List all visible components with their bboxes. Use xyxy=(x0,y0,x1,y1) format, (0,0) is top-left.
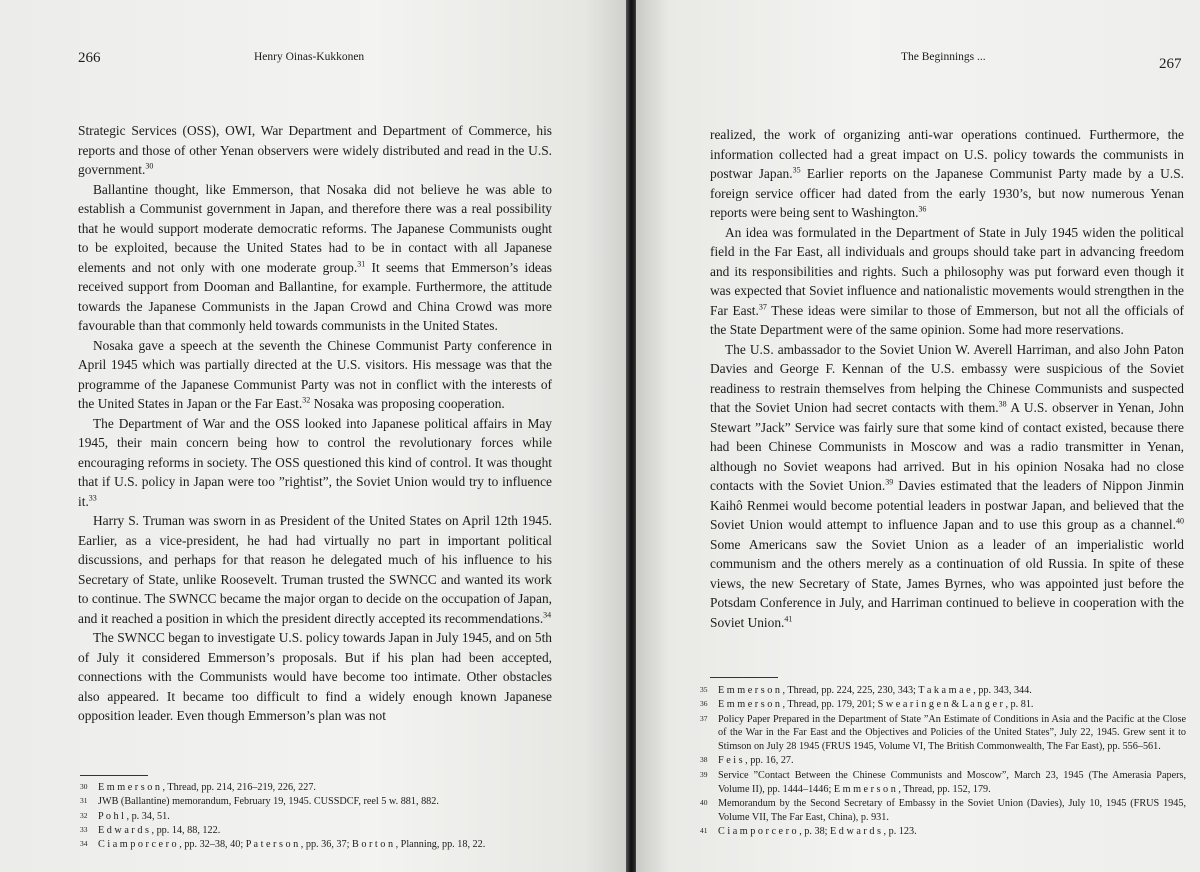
paragraph-text: Harry S. Truman was sworn in as President of the United States on April 12th 1945. Earlier, as a vice-president, he had had virtually no part in important political discussions, and perhaps for that reason he delegated much of his influence to his Secretary of State, unlike Roosevelt. Truman trusted the SWNCC and wanted its work to continue. The SWNCC became the major organ to decide on the occupation of Japan, and it reached a position in which the president directly accepted its recommendations. xyxy=(78,513,552,626)
paragraph-text: Nosaka was proposing cooperation. xyxy=(310,396,505,411)
footnote-rule xyxy=(710,677,778,678)
footnote-number: 34 xyxy=(80,839,88,849)
paragraph xyxy=(710,223,1184,340)
paragraph-text: Nosaka gave a speech at the seventh the Chinese Communist Party conference in April 1945 which was partially directed at the U.S. visitors. His message was that the programme of the Japanese Communist Party was not in conflict with the interests of the United States in Japan or the Far East. xyxy=(78,337,552,411)
footnote-text: E m m e r s o n , Thread, pp. 224, 225, 230, 343; T a k a m a e , pp. 343, 344. xyxy=(718,685,1032,696)
paragraph-text: Strategic Services (OSS), OWI, War Department and Department of Commerce, his reports and those of other Yenan observers were widely distributed and read in the U.S. government. xyxy=(78,123,552,177)
right-page xyxy=(636,0,1200,872)
body-text xyxy=(710,125,1184,632)
footnote-text: E d w a r d s , pp. 14, 88, 122. xyxy=(98,824,221,836)
footnote-ref[interactable]: 35 xyxy=(792,165,801,175)
paragraph-text: The U.S. ambassador to the Soviet Union W. Averell Harriman, and also John Paton Davies and George F. Kennan of the U.S. embassy were suspicious of the Soviet readiness to restrain themselves from helping the Chinese Communists and suspected that the Soviet Union had secret contacts with them. xyxy=(710,341,1184,415)
paragraph-text: The SWNCC began to investigate U.S. policy towards Japan in July 1945, and on 5th of July it considered Emmerson’s proposals. But if his plan had been accepted, connections with the Communists would have become too intimate. Other obstacles also appeared. It became too difficult to find a widely enough known Japanese opposition leader. Even though Emmerson’s plan was not xyxy=(78,630,552,723)
footnote xyxy=(80,781,554,795)
paragraph xyxy=(78,414,552,512)
footnote-number: 32 xyxy=(80,810,88,820)
footnote-number: 31 xyxy=(80,796,88,806)
footnote-ref[interactable]: 33 xyxy=(88,493,97,503)
footnote xyxy=(700,797,1186,825)
page-number: 266 xyxy=(78,50,101,66)
footnote-number: 30 xyxy=(80,782,88,791)
footnote xyxy=(700,754,1186,768)
footnote-text: Memorandum by the Second Secretary of Embassy in the Soviet Union (Davies), July 10, 1945 (FRUS 1945, Volume VII, The Far East, China), p. 931. xyxy=(718,797,1186,823)
footnote-number: 36 xyxy=(700,699,708,709)
footnote-ref[interactable]: 36 xyxy=(918,204,927,214)
footnote-number: 33 xyxy=(80,824,88,834)
footnote xyxy=(80,838,554,852)
footnote-text: Policy Paper Prepared in the Department of State ”An Estimate of Conditions in Asia and the Pacific at the Close of the War in the Far East and the Objectives and Policies of the United States”, July 22, 1945. Grew sent it to Stimson on July 28 1945 (FRUS 1945, Volume VI, The British Commonwealth, The Far East), pp. 556–561. xyxy=(718,713,1186,753)
paragraph-text: These ideas were similar to those of Emmerson, but not all the officials of the State Department were of the same opinion. Some had more reservations. xyxy=(710,302,1184,337)
footnote-number: 35 xyxy=(700,685,708,694)
paragraph xyxy=(78,511,552,628)
footnote-ref[interactable]: 39 xyxy=(885,477,894,487)
footnote-ref[interactable]: 41 xyxy=(784,614,793,624)
paragraph xyxy=(710,340,1184,633)
body-text xyxy=(78,121,552,726)
paragraph-text: An idea was formulated in the Department of State in July 1945 widen the political field in the Far East, all individuals and groups should take part in advancing freedom and its responsibilities and rights. Such a philosophy was put forward even though it was expected that Soviet influence and nationalistic movements would strengthen in the Far East. xyxy=(710,224,1184,318)
footnote-text: P o h l , p. 34, 51. xyxy=(98,810,170,822)
paragraph xyxy=(78,121,552,180)
footnotes xyxy=(80,781,554,852)
paragraph-text: A U.S. observer in Yenan, John Stewart ”Jack” Service was fairly sure that some kind of contact existed, because there had been Chinese Communists in Moscow and was a radio transmitter in Yenan, although no Soviet weapons had arrived. But in his opinion Nosaka had no close contacts with the Soviet Union. xyxy=(710,400,1184,493)
footnote xyxy=(700,698,1186,712)
footnote xyxy=(700,713,1186,754)
paragraph xyxy=(78,180,552,336)
paragraph-text: Some Americans saw the Soviet Union as a leader of an imperialistic world communism and the others merely as a continuation of old Russia. In spite of these views, the new Secretary of State, James Byrnes, who was appointed just before the Potsdam Conference in July, and Harriman continued to believe in cooperation with the Soviet Union. xyxy=(710,536,1184,630)
footnotes xyxy=(700,684,1186,839)
page-number: 267 xyxy=(1159,56,1182,72)
footnote-ref[interactable]: 34 xyxy=(543,610,552,620)
paragraph-text: The Department of War and the OSS looked into Japanese political affairs in May 1945, their main concern being how to control the revolutionary forces while encouraging reforms in society. The OSS questioned this kind of control. It was thought that if U.S. policy in Japan were too ”rightist”, the Soviet Union would try to influence it. xyxy=(78,415,552,509)
footnote-text: F e i s , pp. 16, 27. xyxy=(718,755,794,767)
footnote xyxy=(80,795,554,809)
paragraph xyxy=(78,628,552,726)
paragraph-text: It seems that Emmerson’s ideas received support from Dooman and Ballantine, for example. Furthermore, the attitude towards the Japanese Communists in the Japan Crowd and China Crowd was more favourable than that commonly held towards communists in the United States. xyxy=(78,259,552,333)
footnote xyxy=(80,810,554,824)
footnote-ref[interactable]: 40 xyxy=(1176,516,1184,526)
footnote-ref[interactable]: 37 xyxy=(758,302,767,312)
footnote-ref[interactable]: 30 xyxy=(145,161,154,171)
paragraph-text: realized, the work of organizing anti-war operations continued. Furthermore, the information collected had a great impact on U.S. policy towards the communists in postwar Japan. xyxy=(710,127,1184,181)
paragraph-text: Earlier reports on the Japanese Communist Party made by a U.S. foreign service officer had dated from the early 1930’s, but now numerous Yenan reports were being sent to Washington. xyxy=(710,166,1184,220)
paragraph-text: Davies estimated that the leaders of Nippon Jinmin Kaihô Renmei would become potential leaders in postwar Japan, and believed that the Soviet Union would attempt to influence Japan and to use this group as a channel. xyxy=(710,478,1185,532)
footnote-ref[interactable]: 31 xyxy=(357,259,366,269)
footnote-ref[interactable]: 32 xyxy=(302,395,311,405)
paragraph xyxy=(710,125,1184,223)
footnote xyxy=(700,769,1186,797)
footnote xyxy=(700,825,1186,839)
footnote-text: C i a m p o r c e r o , p. 38; E d w a r d s , p. 123. xyxy=(718,825,917,837)
paragraph xyxy=(78,336,552,414)
footnote-number: 37 xyxy=(700,713,708,723)
footnote-ref[interactable]: 38 xyxy=(998,399,1007,409)
footnote-number: 39 xyxy=(700,769,708,779)
footnote-number: 40 xyxy=(700,797,708,807)
footnote xyxy=(80,824,554,838)
footnote-text: E m m e r s o n , Thread, pp. 179, 201; S w e a r i n g e n & L a n g e r , p. 81. xyxy=(718,699,1034,711)
footnote-text: E m m e r s o n , Thread, pp. 214, 216–219, 226, 227. xyxy=(98,782,316,793)
footnote-number: 41 xyxy=(700,825,708,835)
paragraph-text: Ballantine thought, like Emmerson, that Nosaka did not believe he was able to establish a Communist government in Japan, and therefore there was a real possibility that he would support moderate democratic reforms. The Japanese Communists ought to be exploited, because the United States had to be in contact with all Japanese elements and not only with one moderate group. xyxy=(78,181,552,275)
footnote-text: JWB (Ballantine) memorandum, February 19, 1945. CUSSDCF, reel 5 w. 881, 882. xyxy=(98,796,439,808)
footnote-rule xyxy=(80,775,148,776)
footnote-number: 38 xyxy=(700,755,708,765)
running-head: The Beginnings ... xyxy=(901,51,986,63)
footnote xyxy=(700,684,1186,698)
footnote-text: C i a m p o r c e r o , pp. 32–38, 40; P a t e r s o n , pp. 36, 37; B o r t o n , Planning, pp. 18, 22. xyxy=(98,839,486,851)
running-head: Henry Oinas-Kukkonen xyxy=(254,51,365,63)
footnote-text: Service ”Contact Between the Chinese Communists and Moscow”, March 23, 1945 (The Amerasia Papers, Volume II), pp. 1444–1446; E m m e r s o n , Thread, pp. 152, 179. xyxy=(718,769,1186,795)
